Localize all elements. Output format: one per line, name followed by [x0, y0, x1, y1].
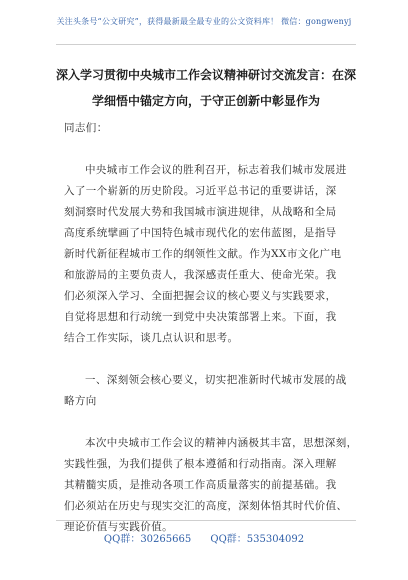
paragraph-line: 入了一个崭新的历史阶段。习近平总书记的重要讲话，深	[64, 185, 337, 197]
paragraph-line: 理论价值与实践价值。	[64, 521, 173, 533]
header-divider	[56, 44, 356, 45]
salutation: 同志们：	[64, 122, 108, 134]
paragraph-line: 自觉将思想和行动统一到党中央决策部署上来。下面，我	[64, 311, 337, 323]
paragraph-line: 其精髓实质，是推动各项工作高质量落实的前提基础。我	[64, 479, 337, 491]
qq-group-2: QQ群：535304092	[210, 534, 305, 545]
paragraph-line: 中央城市工作会议的胜利召开，标志着我们城市发展进	[85, 164, 347, 176]
title-line: 学细悟中锚定方向，于守正创新中彰显作为	[91, 94, 320, 108]
section-heading-line: 略方向	[64, 395, 97, 407]
footer	[0, 530, 408, 545]
document-title	[56, 62, 356, 114]
footer-divider	[56, 520, 356, 521]
paragraph-line: 刻洞察时代发展大势和我国城市演进规律，从战略和全局	[64, 206, 337, 218]
paragraph-line: 们必须深入学习、全面把握会议的核心要义与实践要求，	[64, 290, 337, 302]
qq-group-1: QQ群：30265665	[103, 534, 192, 545]
paragraph-line: 高度系统擘画了中国特色城市现代化的宏伟蓝图，是指导	[64, 227, 337, 239]
paragraph-line: 本次中央城市工作会议的精神内涵极其丰富，思想深刻，	[85, 437, 358, 449]
paragraph-line: 结合工作实际，谈几点认识和思考。	[64, 332, 239, 344]
paragraph-line: 新时代新征程城市工作的纲领性文献。作为XX市文化广电	[64, 248, 342, 260]
header-banner: 关注头条号“公文研究”，获得最新最全最专业的公文资料库！ 微信：gongwenyj	[56, 17, 352, 26]
section-heading-line: 一、深刻领会核心要义，切实把准新时代城市发展的战	[85, 374, 347, 386]
document-body	[64, 118, 358, 538]
title-line: 深入学习贯彻中央城市工作会议精神研讨交流发言：在深	[56, 68, 357, 82]
paragraph-line: 和旅游局的主要负责人，我深感责任重大、使命光荣。我	[64, 269, 337, 281]
paragraph-line: 实践性强，为我们提供了根本遵循和行动指南。深入理解	[64, 458, 337, 470]
paragraph-line: 们必须站在历史与现实交汇的高度，深刻体悟其时代价值、	[64, 500, 348, 512]
